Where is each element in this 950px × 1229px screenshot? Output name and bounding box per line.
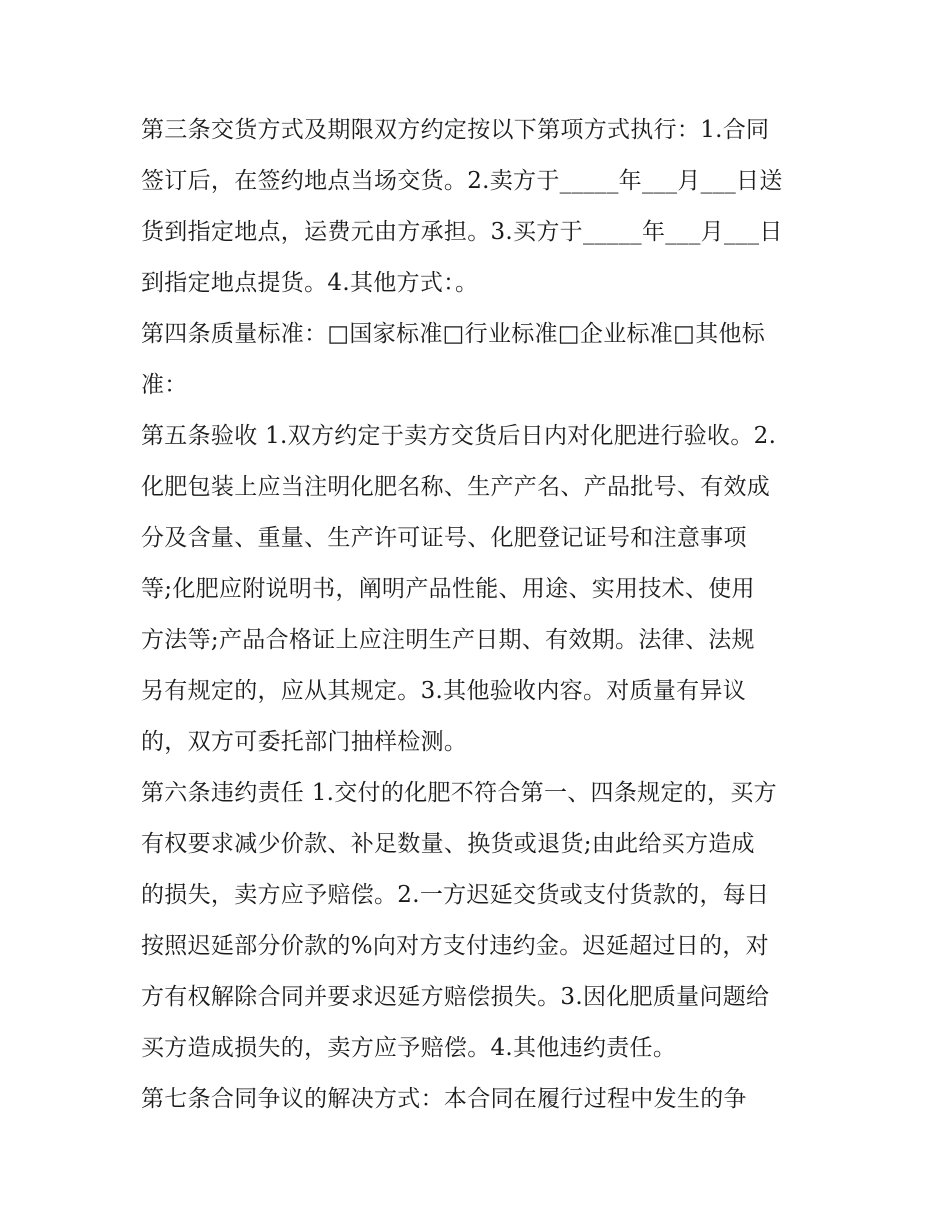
document-body: [141, 107, 831, 1127]
text-line: 货到指定地点，运费元由方承担。3.买方于_____年___月___日: [141, 219, 783, 245]
text-line: 等;化肥应附说明书，阐明产品性能、用途、实用技术、使用: [141, 576, 755, 602]
text-line: 准：: [141, 372, 188, 398]
text-line: 分及含量、重量、生产许可证号、化肥登记证号和注意事项: [141, 525, 747, 551]
text-line: 另有规定的，应从其规定。3.其他验收内容。对质量有异议: [141, 678, 747, 704]
text-line: 方法等;产品合格证上应注明生产日期、有效期。法律、法规: [141, 627, 755, 653]
text-line: 买方造成损失的，卖方应予赔偿。4.其他违约责任。: [141, 1035, 677, 1061]
text-line: 的，双方可委托部门抽样检测。: [141, 729, 468, 755]
text-line: 第五条验收 1.双方约定于卖方交货后日内对化肥进行验收。2.: [141, 423, 777, 449]
text-line: 第四条质量标准：□国家标准□行业标准□企业标准□其他标: [141, 321, 766, 347]
text-line: 按照迟延部分价款的%向对方支付违约金。迟延超过日的，对: [141, 933, 769, 959]
text-line: 到指定地点提货。4.其他方式：。: [141, 270, 479, 296]
text-line: 第六条违约责任 1.交付的化肥不符合第一、四条规定的，买方: [141, 780, 777, 806]
text-line: 有权要求减少价款、补足数量、换货或退货;由此给买方造成: [141, 831, 755, 857]
text-line: 第七条合同争议的解决方式：本合同在履行过程中发生的争: [141, 1086, 747, 1112]
text-line: 化肥包装上应当注明化肥名称、生产产名、产品批号、有效成: [141, 474, 771, 500]
text-line: 的损失，卖方应予赔偿。2.一方迟延交货或支付货款的，每日: [141, 882, 770, 908]
text-line: 方有权解除合同并要求迟延方赔偿损失。3.因化肥质量问题给: [141, 984, 770, 1010]
text-line: 第三条交货方式及期限双方约定按以下第项方式执行：1.合同: [141, 117, 770, 143]
text-line: 签订后，在签约地点当场交货。2.卖方于_____年___月___日送: [141, 168, 783, 194]
